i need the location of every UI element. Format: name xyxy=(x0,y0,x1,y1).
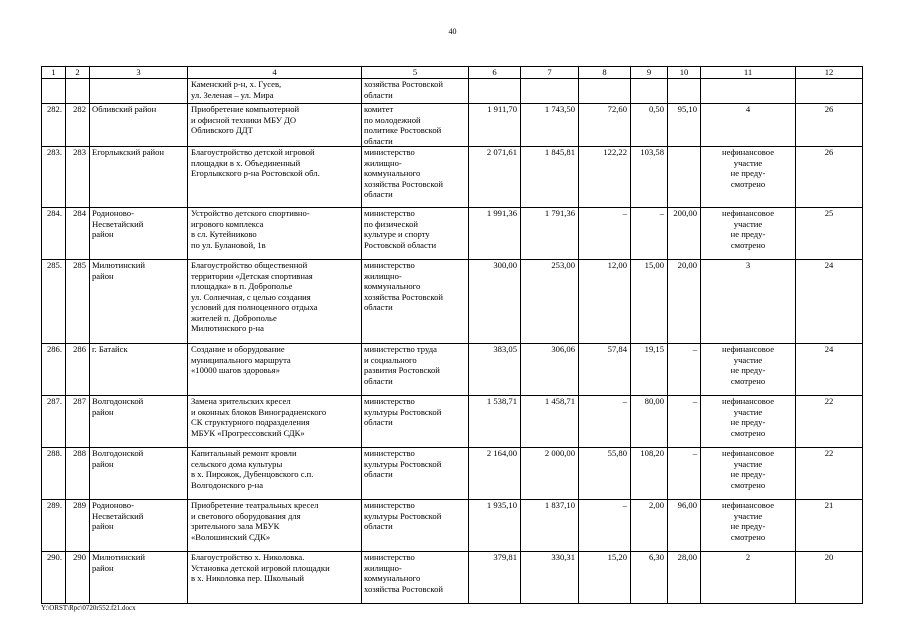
regional-budget-cell: 1 837,10 xyxy=(521,500,579,552)
population-funds-cell: 80,00 xyxy=(631,396,668,448)
data-table xyxy=(41,66,863,604)
column-number: 10 xyxy=(668,67,701,79)
project-name-cell: Приобретение театральных кресел и светового оборудования для зрительного зала МБУК «Волошинский СДК» xyxy=(188,500,362,552)
local-budget-cell: 12,00 xyxy=(579,260,631,344)
table-row xyxy=(42,208,863,260)
score-cell: 26 xyxy=(796,147,863,208)
total-cost-cell: 2 164,00 xyxy=(469,448,521,500)
table-row xyxy=(42,448,863,500)
column-number: 12 xyxy=(796,67,863,79)
ministry-cell: министерство труда и социального развития Ростовской области xyxy=(362,344,469,396)
ministry-cell: министерство жилищно- коммунального хозяйства Ростовской области xyxy=(362,147,469,208)
column-number-row xyxy=(42,67,863,79)
municipality-cell: Родионово- Несветайский район xyxy=(90,500,188,552)
page-number: 40 xyxy=(448,27,457,36)
sponsor-funds-cell: 96,00 xyxy=(668,500,701,552)
column-number: 9 xyxy=(631,67,668,79)
project-number-cell xyxy=(66,79,90,104)
column-number: 3 xyxy=(90,67,188,79)
project-number-cell: 286 xyxy=(66,344,90,396)
ministry-cell: министерство по физической культуре и спорту Ростовской области xyxy=(362,208,469,260)
ministry-cell: министерство культуры Ростовской области xyxy=(362,396,469,448)
population-funds-cell xyxy=(631,79,668,104)
sponsor-funds-cell: 95,10 xyxy=(668,104,701,147)
regional-budget-cell: 1 743,50 xyxy=(521,104,579,147)
non-financial-participation-cell: нефинансовое участие не преду- смотрено xyxy=(701,448,796,500)
project-number-cell: 283 xyxy=(66,147,90,208)
ministry-cell: министерство культуры Ростовской области xyxy=(362,500,469,552)
row-number-cell: 288. xyxy=(42,448,66,500)
table-row xyxy=(42,79,863,104)
total-cost-cell: 2 071,61 xyxy=(469,147,521,208)
non-financial-participation-cell: 3 xyxy=(701,260,796,344)
non-financial-participation-cell xyxy=(701,79,796,104)
municipality-cell: Родионово- Несветайский район xyxy=(90,208,188,260)
municipality-cell: Милютинский район xyxy=(90,552,188,604)
regional-budget-cell: 1 845,81 xyxy=(521,147,579,208)
regional-budget-cell xyxy=(521,79,579,104)
row-number-cell: 290. xyxy=(42,552,66,604)
row-number-cell: 289. xyxy=(42,500,66,552)
sponsor-funds-cell: 28,00 xyxy=(668,552,701,604)
local-budget-cell xyxy=(579,79,631,104)
column-number: 11 xyxy=(701,67,796,79)
project-name-cell: Благоустройство детской игровой площадки в х. Объединенный Егорлыкского р-на Ростовской обл. xyxy=(188,147,362,208)
regional-budget-cell: 330,31 xyxy=(521,552,579,604)
row-number-cell: 286. xyxy=(42,344,66,396)
project-number-cell: 289 xyxy=(66,500,90,552)
total-cost-cell: 383,05 xyxy=(469,344,521,396)
total-cost-cell: 379,81 xyxy=(469,552,521,604)
column-number: 7 xyxy=(521,67,579,79)
population-funds-cell: 15,00 xyxy=(631,260,668,344)
sponsor-funds-cell: – xyxy=(668,344,701,396)
table-row xyxy=(42,104,863,147)
local-budget-cell: 55,80 xyxy=(579,448,631,500)
sponsor-funds-cell: – xyxy=(668,448,701,500)
municipality-cell: Милютинский район xyxy=(90,260,188,344)
sponsor-funds-cell: 20,00 xyxy=(668,260,701,344)
population-funds-cell: – xyxy=(631,208,668,260)
total-cost-cell: 1 935,10 xyxy=(469,500,521,552)
project-number-cell: 288 xyxy=(66,448,90,500)
project-number-cell: 285 xyxy=(66,260,90,344)
score-cell: 20 xyxy=(796,552,863,604)
project-name-cell: Благоустройство общественной территории «Детская спортивная площадка» в п. Доброполье ул. Солнечная, с целью создания условий для полноценного отдыха жителей п. Доброполье Милютинского р-на xyxy=(188,260,362,344)
regional-budget-cell: 253,00 xyxy=(521,260,579,344)
sponsor-funds-cell xyxy=(668,147,701,208)
non-financial-participation-cell: нефинансовое участие не преду- смотрено xyxy=(701,344,796,396)
column-number: 4 xyxy=(188,67,362,79)
population-funds-cell: 108,20 xyxy=(631,448,668,500)
project-name-cell: Замена зрительских кресел и оконных блоков Виноградненского СК структурного подразделения МБУК «Прогрессовский СДК» xyxy=(188,396,362,448)
project-number-cell: 282 xyxy=(66,104,90,147)
municipality-cell: Обливский район xyxy=(90,104,188,147)
score-cell: 22 xyxy=(796,396,863,448)
population-funds-cell: 0,50 xyxy=(631,104,668,147)
total-cost-cell: 300,00 xyxy=(469,260,521,344)
column-number: 5 xyxy=(362,67,469,79)
ministry-cell: министерство жилищно- коммунального хозяйства Ростовской области xyxy=(362,260,469,344)
score-cell: 24 xyxy=(796,260,863,344)
table-row xyxy=(42,552,863,604)
non-financial-participation-cell: 4 xyxy=(701,104,796,147)
project-name-cell: Создание и оборудование муниципального маршрута «10000 шагов здоровья» xyxy=(188,344,362,396)
row-number-cell: 282. xyxy=(42,104,66,147)
score-cell: 26 xyxy=(796,104,863,147)
ministry-cell: хозяйства Ростовской области xyxy=(362,79,469,104)
table-row xyxy=(42,147,863,208)
population-funds-cell: 19,15 xyxy=(631,344,668,396)
project-name-cell: Благоустройство х. Николовка. Установка детской игровой площадки в х. Николовка пер. Школьный xyxy=(188,552,362,604)
regional-budget-cell: 2 000,00 xyxy=(521,448,579,500)
project-name-cell: Устройство детского спортивно- игрового комплекса в сл. Кутейниково по ул. Булановой, 1в xyxy=(188,208,362,260)
total-cost-cell: 1 991,36 xyxy=(469,208,521,260)
sponsor-funds-cell: 200,00 xyxy=(668,208,701,260)
column-number: 2 xyxy=(66,67,90,79)
municipality-cell: Волгодонской район xyxy=(90,448,188,500)
score-cell: 22 xyxy=(796,448,863,500)
non-financial-participation-cell: нефинансовое участие не преду- смотрено xyxy=(701,396,796,448)
project-name-cell: Капитальный ремонт кровли сельского дома культуры в х. Пирожок, Дубенцовского с.п. Волгодонского р-на xyxy=(188,448,362,500)
table-row xyxy=(42,260,863,344)
regional-budget-cell: 1 458,71 xyxy=(521,396,579,448)
row-number-cell: 285. xyxy=(42,260,66,344)
row-number-cell: 284. xyxy=(42,208,66,260)
column-number: 6 xyxy=(469,67,521,79)
column-number: 8 xyxy=(579,67,631,79)
project-number-cell: 287 xyxy=(66,396,90,448)
row-number-cell xyxy=(42,79,66,104)
project-number-cell: 290 xyxy=(66,552,90,604)
total-cost-cell xyxy=(469,79,521,104)
project-number-cell: 284 xyxy=(66,208,90,260)
local-budget-cell: 57,84 xyxy=(579,344,631,396)
sponsor-funds-cell: – xyxy=(668,396,701,448)
regional-budget-cell: 306,06 xyxy=(521,344,579,396)
score-cell: 21 xyxy=(796,500,863,552)
non-financial-participation-cell: нефинансовое участие не преду- смотрено xyxy=(701,147,796,208)
column-number: 1 xyxy=(42,67,66,79)
local-budget-cell: 122,22 xyxy=(579,147,631,208)
row-number-cell: 287. xyxy=(42,396,66,448)
table-row xyxy=(42,344,863,396)
score-cell: 24 xyxy=(796,344,863,396)
table-row xyxy=(42,500,863,552)
sponsor-funds-cell xyxy=(668,79,701,104)
row-number-cell: 283. xyxy=(42,147,66,208)
project-name-cell: Приобретение компьютерной и офисной техники МБУ ДО Обливского ДДТ xyxy=(188,104,362,147)
ministry-cell: министерство жилищно- коммунального хозяйства Ростовской xyxy=(362,552,469,604)
municipality-cell: Волгодонской район xyxy=(90,396,188,448)
local-budget-cell: – xyxy=(579,500,631,552)
population-funds-cell: 103,58 xyxy=(631,147,668,208)
population-funds-cell: 2,00 xyxy=(631,500,668,552)
municipality-cell: Егорлыкский район xyxy=(90,147,188,208)
local-budget-cell: 72,60 xyxy=(579,104,631,147)
local-budget-cell: – xyxy=(579,396,631,448)
ministry-cell: министерство культуры Ростовской области xyxy=(362,448,469,500)
population-funds-cell: 6,30 xyxy=(631,552,668,604)
non-financial-participation-cell: 2 xyxy=(701,552,796,604)
table-row xyxy=(42,396,863,448)
municipality-cell xyxy=(90,79,188,104)
ministry-cell: комитет по молодежной политике Ростовской области xyxy=(362,104,469,147)
project-name-cell: Каменский р-н, х. Гусев, ул. Зеленая – ул. Мира xyxy=(188,79,362,104)
municipality-cell: г. Батайск xyxy=(90,344,188,396)
local-budget-cell: – xyxy=(579,208,631,260)
score-cell xyxy=(796,79,863,104)
local-budget-cell: 15,20 xyxy=(579,552,631,604)
non-financial-participation-cell: нефинансовое участие не преду- смотрено xyxy=(701,208,796,260)
total-cost-cell: 1 911,70 xyxy=(469,104,521,147)
total-cost-cell: 1 538,71 xyxy=(469,396,521,448)
score-cell: 25 xyxy=(796,208,863,260)
footer-file-path: Y:\ORST\Rpc\0720r552.f21.docx xyxy=(41,604,136,612)
non-financial-participation-cell: нефинансовое участие не преду- смотрено xyxy=(701,500,796,552)
regional-budget-cell: 1 791,36 xyxy=(521,208,579,260)
